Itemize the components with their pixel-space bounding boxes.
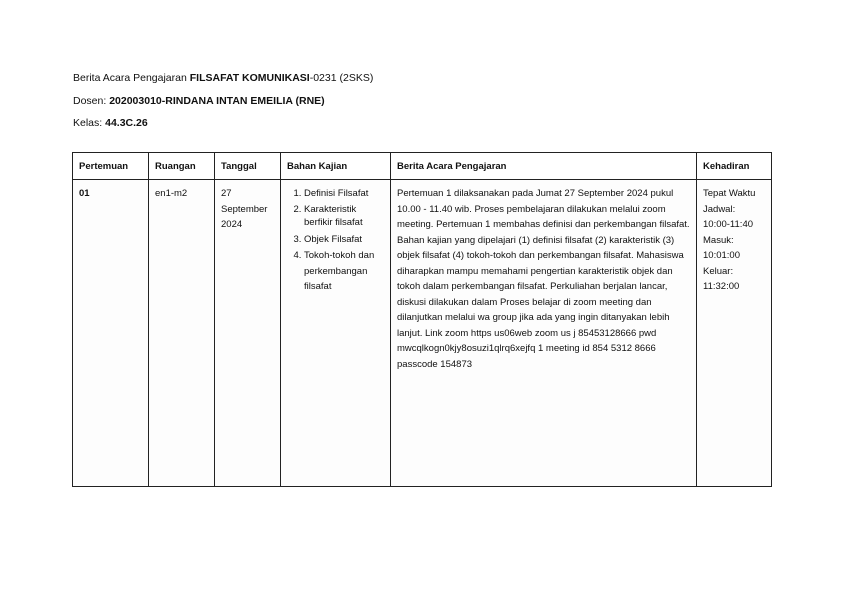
cell-berita-acara: Pertemuan 1 dilaksanakan pada Jumat 27 September 2024 pukul 10.00 - 11.40 wib. Proses pembelajaran dilakukan melalui zoom meeting. Pertemuan 1 membahas definisi dan perkembangan filsafat. Bahan kajian yang dipelajari (1) definisi filsafat (2) karakteristik (3) objek filsafat (4) tokoh-tokoh dan perkembangan filsafat. Mahasiswa diharapkan mampu memahami pengertian karakteristik objek dan tokoh dalam perkembangan filsafat. Perkuliahan berjalan lancar, diskusi dilakukan dalam Proses belajar di zoom meeting dan dilanjutkan melalui wa group jika ada yang ingin ditanyakan lebih lanjut. Link zoom https us06web zoom us j 85453128666 pwd mwcqlkogn0kjy8osuzi1qlrq6xejfq 1 meeting id 854 5312 8666 passcode 154873 xyxy=(391,180,697,487)
table-header-row xyxy=(73,153,772,180)
course-name: FILSAFAT KOMUNIKASI xyxy=(189,72,310,84)
col-pertemuan: Pertemuan xyxy=(73,153,149,180)
check-out-time: 11:32:00 xyxy=(703,281,740,292)
date-month: September xyxy=(221,203,268,215)
topic-item: 4. Tokoh-tokoh dan perkembangan filsafat xyxy=(304,248,384,295)
col-ruangan: Ruangan xyxy=(149,153,215,180)
col-kehadiran: Kehadiran xyxy=(697,153,772,180)
cell-bahan-kajian xyxy=(281,180,391,487)
col-bahan-kajian: Bahan Kajian xyxy=(281,153,391,180)
topic-item: 2. Karakteristik berfikir filsafat xyxy=(304,203,384,229)
title-prefix: Berita Acara Pengajaran xyxy=(73,72,190,84)
class-label: Kelas: xyxy=(73,117,106,129)
document-title xyxy=(73,72,373,84)
date-year: 2024 xyxy=(221,219,243,230)
cell-tanggal xyxy=(215,180,281,487)
lecturer-label: Dosen: xyxy=(73,95,110,107)
class-line xyxy=(73,117,148,129)
attendance-status: Tepat Waktu xyxy=(703,188,756,199)
course-code: -0231 (2SKS) xyxy=(309,72,374,84)
date-day: 27 xyxy=(221,188,232,199)
topic-item: 1. Definisi Filsafat xyxy=(304,186,384,202)
schedule-label: Jadwal: xyxy=(703,203,736,215)
cell-kehadiran xyxy=(697,180,772,487)
topic-list xyxy=(287,186,384,295)
table-row xyxy=(73,180,772,487)
schedule-time: 10:00-11:40 xyxy=(703,219,754,230)
teaching-record-table xyxy=(72,152,772,487)
check-in-label: Masuk: xyxy=(703,234,734,246)
check-in-time: 10:01:00 xyxy=(703,250,740,261)
topic-item: 3. Objek Filsafat xyxy=(304,232,384,248)
class-code: 44.3C.26 xyxy=(105,117,148,129)
lecturer-line xyxy=(73,95,325,107)
lecturer-name: 202003010-RINDANA INTAN EMEILIA (RNE) xyxy=(109,95,325,107)
cell-ruangan: en1-m2 xyxy=(149,180,215,487)
cell-pertemuan: 01 xyxy=(73,180,149,487)
check-out-label: Keluar: xyxy=(703,265,734,277)
col-tanggal: Tanggal xyxy=(215,153,281,180)
col-berita-acara: Berita Acara Pengajaran xyxy=(391,153,697,180)
